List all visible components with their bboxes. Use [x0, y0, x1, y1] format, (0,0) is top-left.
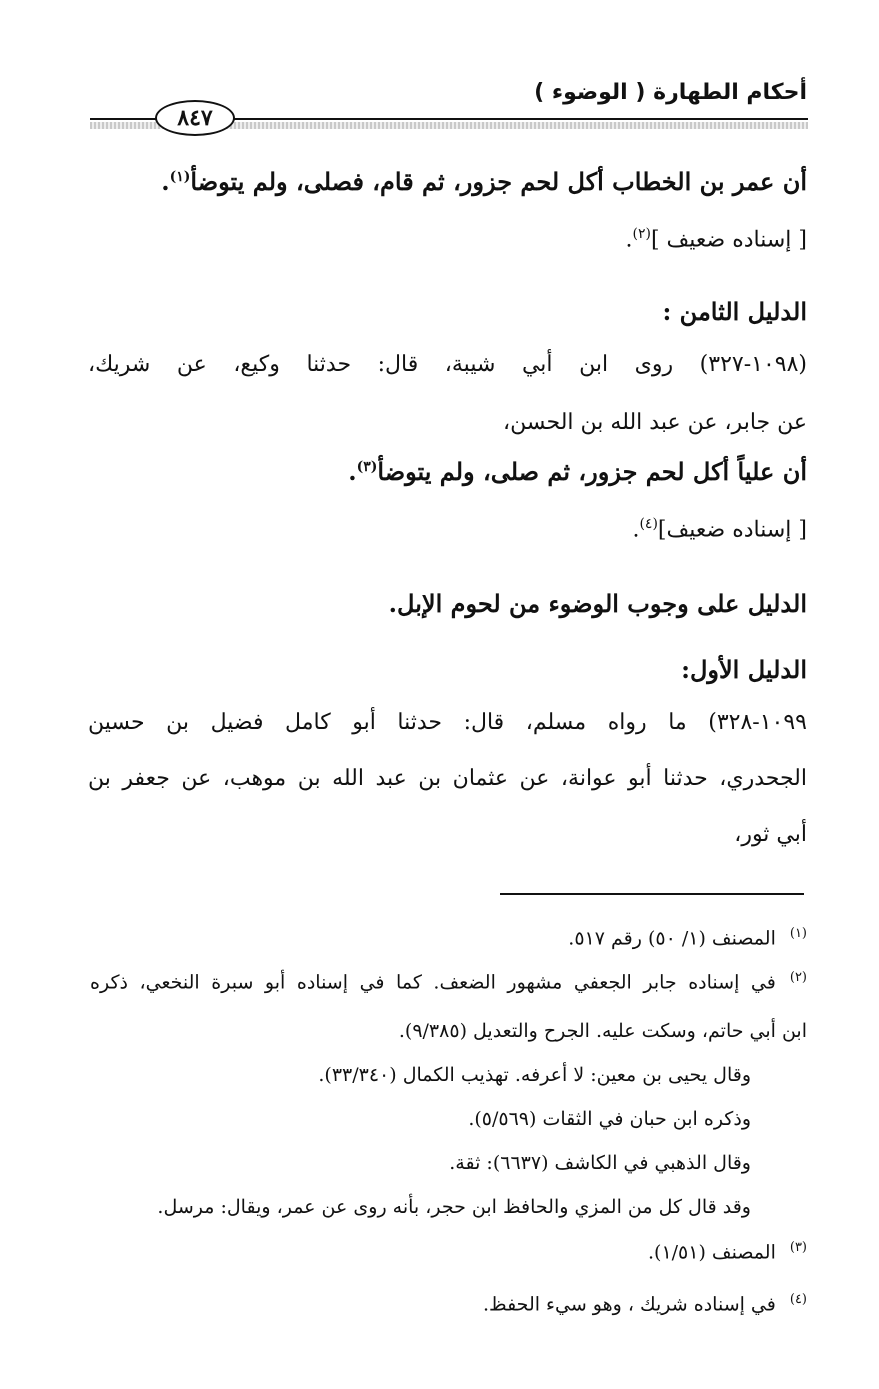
section-heading: الدليل الأول: — [681, 655, 807, 684]
narration-line: ١٠٩٩-٣٢٨) ما رواه مسلم، قال: حدثنا أبو كامل فضيل بن حسين — [88, 710, 807, 735]
footnote-line: وقال الذهبي في الكاشف (٦٦٣٧): ثقة. — [449, 1152, 751, 1174]
footnote: $^{(٢)}$في إسناده جابر الجعفي مشهور الضعف. كما في إسناده أبو سبرة النخعي، ذكره — [90, 970, 807, 994]
grading-note: [ إسناده ضعيف]$^{(٤)}$. — [632, 516, 807, 543]
footnote-line: ابن أبي حاتم، وسكت عليه. الجرح والتعديل (٩/٣٨٥). — [398, 1020, 807, 1042]
footnote: $^{(٤)}$في إسناده شريك ، وهو سيء الحفظ. — [483, 1292, 807, 1316]
hadith-text-line: أن علياً أكل لحم جزور، ثم صلى، ولم يتوضأ$^{(٣)}$. — [348, 457, 807, 486]
narration-line: الجحدري، حدثنا أبو عوانة، عن عثمان بن عبد الله بن موهب، عن جعفر بن — [88, 766, 807, 791]
footnote: $^{(١)}$المصنف (١/ ٥٠) رقم ٥١٧. — [568, 926, 807, 950]
narration-line: أبي ثور، — [734, 822, 807, 847]
footnote: $^{(٣)}$المصنف (١/٥١). — [647, 1240, 807, 1264]
footnote-number: (٢) — [789, 970, 807, 985]
footnote-number: (٣) — [789, 1240, 807, 1255]
hadith-text-line: أن عمر بن الخطاب أكل لحم جزور، ثم قام، فصلى، ولم يتوضأ$^{(١)}$. — [161, 167, 807, 196]
footnote-line: وذكره ابن حبان في الثقات (٥/٥٦٩). — [468, 1108, 751, 1130]
narration-line: عن جابر، عن عبد الله بن الحسن، — [503, 410, 807, 435]
footnote-ref: (٤) — [639, 516, 658, 532]
footnote-number: (٤) — [789, 1292, 807, 1307]
footnote-number: (١) — [789, 926, 807, 941]
footnote-ref: (١) — [169, 169, 191, 185]
grading-note: [ إسناده ضعيف ]$^{(٢)}$. — [625, 226, 807, 253]
running-header-title: أحكام الطهارة ( الوضوء ) — [534, 80, 807, 105]
section-heading: الدليل على وجوب الوضوء من لحوم الإبل. — [388, 589, 807, 618]
footnote-line: وقال يحيى بن معين: لا أعرفه. تهذيب الكمال (٣٣/٣٤٠). — [318, 1064, 751, 1086]
section-heading: الدليل الثامن : — [662, 297, 807, 326]
footnote-ref: (٢) — [632, 226, 651, 242]
narration-line: (١٠٩٨-٣٢٧) روى ابن أبي شيبة، قال: حدثنا وكيع، عن شريك، — [88, 352, 807, 377]
page-number-badge — [155, 100, 235, 136]
footnote-line: وقد قال كل من المزي والحافظ ابن حجر، بأنه روى عن عمر، ويقال: مرسل. — [157, 1196, 751, 1218]
page-number: ٨٤٧ — [177, 105, 213, 131]
footnote-separator — [500, 893, 804, 895]
footnote-ref: (٣) — [356, 459, 378, 475]
